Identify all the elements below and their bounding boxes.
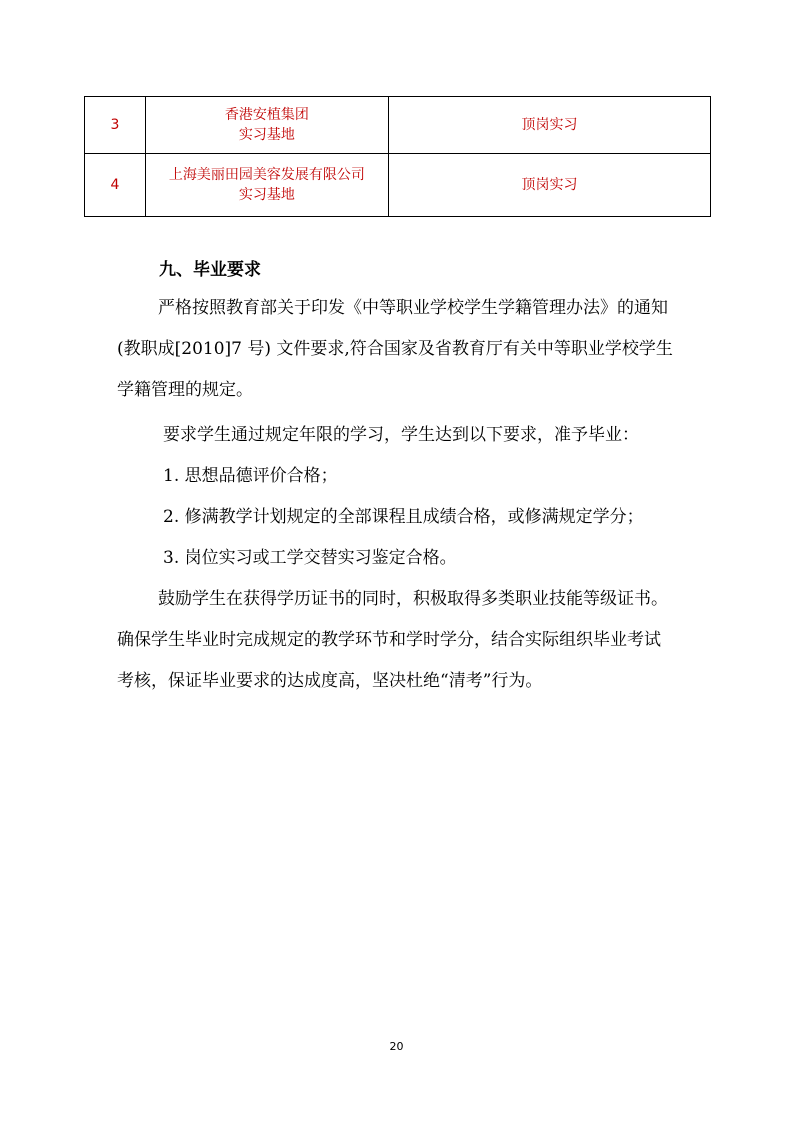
- table-row: [85, 154, 711, 217]
- base-name-cell: [145, 154, 388, 217]
- page-number: 20: [389, 1040, 404, 1053]
- paragraph: 严格按照教育部关于印发《中等职业学校学生学籍管理办法》的通知(教职成[2010]7 号) 文件要求,符合国家及省教育厅有关中等职业学校学生学籍管理的规定。: [117, 298, 673, 400]
- table-row: [85, 97, 711, 154]
- base-name-cell: [145, 97, 388, 154]
- base-name-line: 实习基地: [238, 187, 295, 203]
- list-item: 2. 修满教学计划规定的全部课程且成绩合格，或修满规定学分；: [163, 507, 644, 527]
- paragraph: 鼓励学生在获得学历证书的同时，积极取得多类职业技能等级证书。确保学生毕业时完成规定的教学环节和学时学分，结合实际组织毕业考试考核，保证毕业要求的达成度高，坚决杜绝“清考”行为。: [117, 589, 668, 691]
- internship-type: 顶岗实习: [389, 154, 711, 217]
- base-name-line: 香港安植集团: [224, 107, 309, 123]
- row-number: 3: [85, 97, 146, 154]
- list-item: 1. 思想品德评价合格；: [163, 466, 338, 486]
- section-title: 九、毕业要求: [159, 260, 261, 280]
- base-name-line: 上海美丽田园美容发展有限公司: [168, 167, 365, 183]
- base-name-line: 实习基地: [238, 127, 295, 143]
- paragraph: 要求学生通过规定年限的学习，学生达到以下要求，准予毕业：: [163, 425, 639, 445]
- row-number: 4: [85, 154, 146, 217]
- internship-type: 顶岗实习: [389, 97, 711, 154]
- internship-base-table: [84, 96, 711, 217]
- list-item: 3. 岗位实习或工学交替实习鉴定合格。: [163, 548, 457, 568]
